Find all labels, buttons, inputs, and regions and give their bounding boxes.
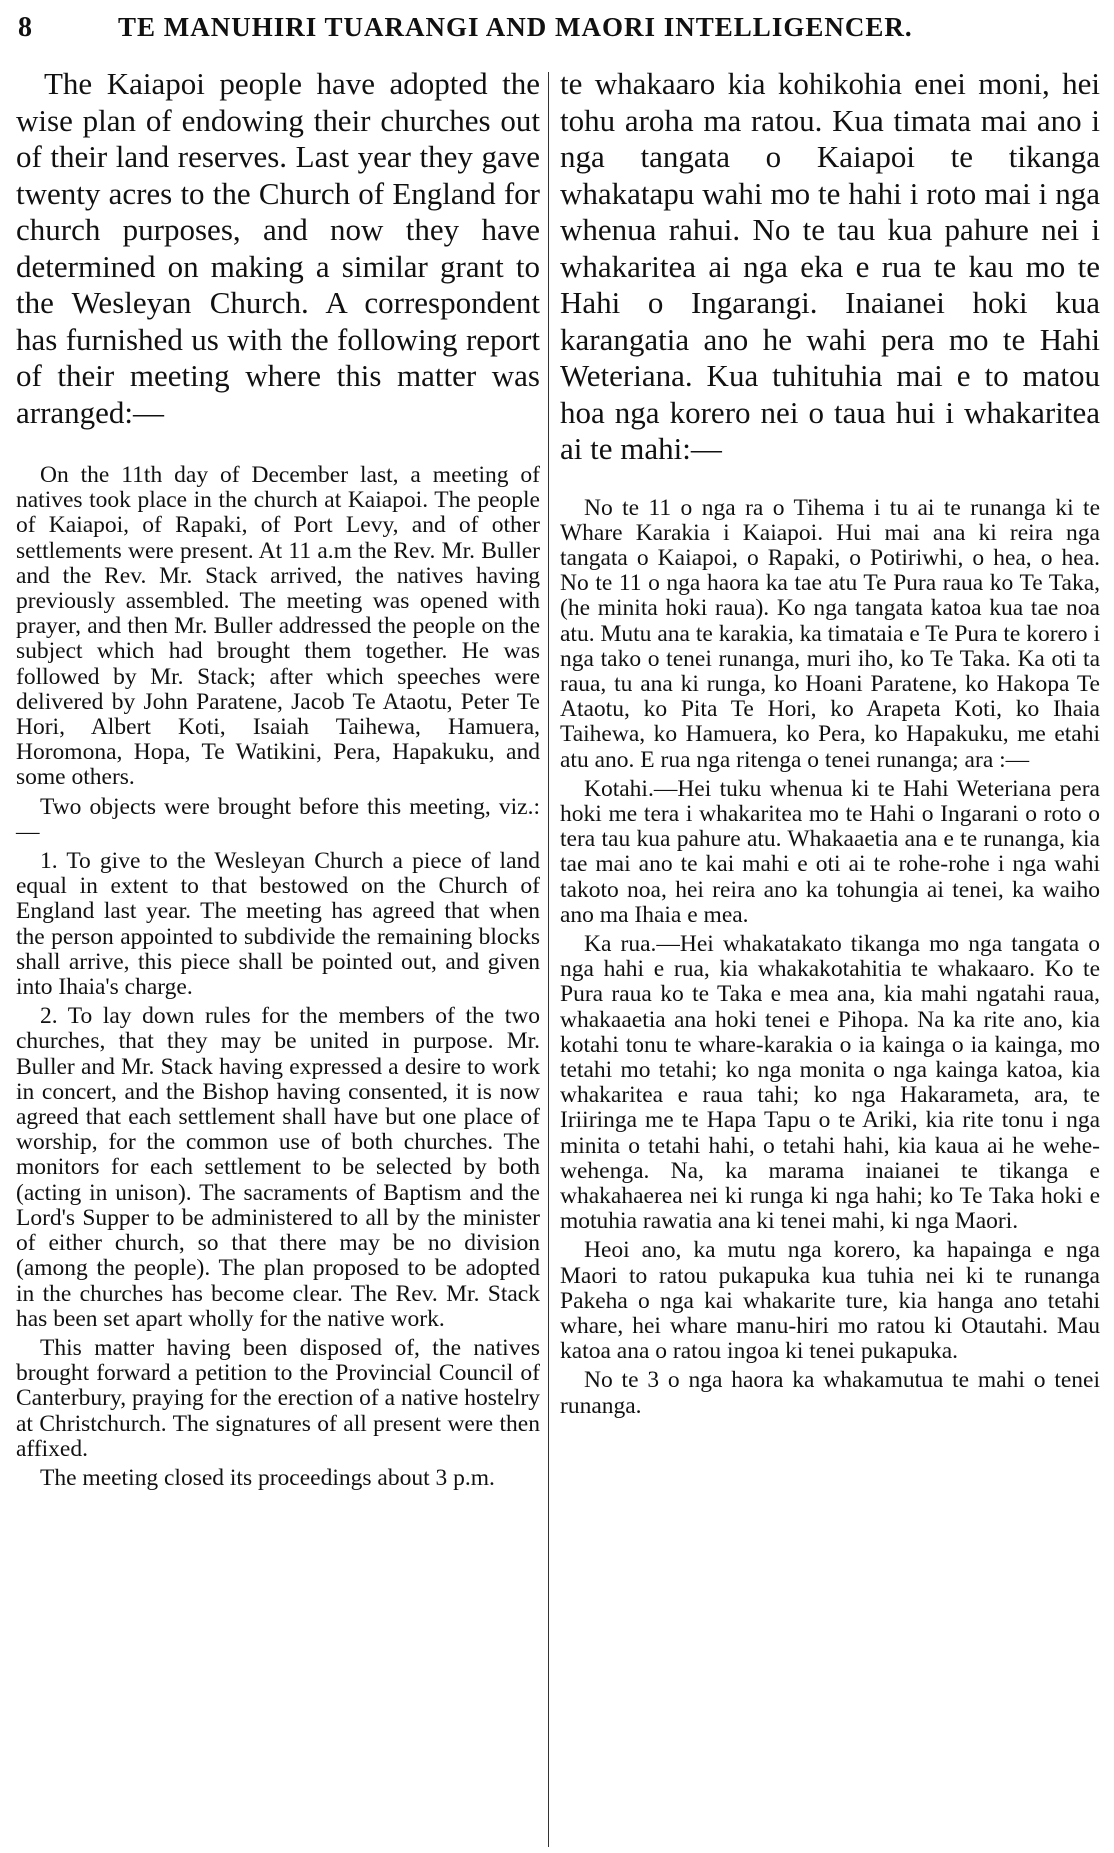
english-intro-paragraph: The Kaiapoi people have adopted the wise plan of endowing their churches out of their land reserves. Last year they gave twenty acres to the Church of England for church purposes, and now they have determined on making a similar grant to the Wesleyan Church. A correspondent has furnished us with the following report of their meeting where this matter was arranged:— xyxy=(16,66,540,430)
maori-paragraph-second-object: Ka rua.—Hei whakatakato tikanga mo nga tangata o nga hahi e rua, kia whakakotahitia te whakaaro. Ko te Pura raua ko te Taka e mea ana, kia mahi ngatahi raua, whakaaetia ana hoki tenei e Pihopa. Na ka rite ano, kia kotahi tonu te whare-karakia o ia kainga o ia kainga, mo tetahi mo tetahi; ko nga monita o nga kainga katoa, kia whakaritea e raua tahi; ko nga Hakarameta, ara, te Iriiringa me te Hapa Tapu o te Ariki, kia rite tonu i nga minita o tetahi hahi, o tetahi hahi, kia kaua ai he wehe-wehenga. Na, ka marama inaianei te tikanga e whakahaerea nei ki runga ki nga hahi; ko Te Taka hoki e motuhia rawatia ana ki tenei mahi, ki nga Maori. xyxy=(560,930,1100,1235)
page-header xyxy=(0,10,1114,50)
maori-paragraph-meeting: No te 11 o nga ra o Tihema i tu ai te runanga ki te Whare Karakia i Kaiapoi. Hui mai ana ki reira nga tangata o Kaiapoi, o Rapaki, o Potiriwhi, o hea, o hea. No te 11 o nga haora ka tae atu Te Pura raua ko Te Taka, (he minita hoki raua). Ko nga tangata katoa kua tae noa atu. Mutu ana te karakia, ka timataia e Te Pura te korero i nga tako o tenei runanga, muri iho, ko Te Taka. Ka oti ta raua, tu ana ki runga, ko Hoani Paratene, ko Hakopa Te Ataotu, ko Pita Te Hori, ko Arapeta Koti, ko Ihaia Taihewa, ko Hamuera, ko Pera, ko Hapakuku, me etahi atu ano. E rua nga ritenga o tenei runanga; ara :— xyxy=(560,494,1100,773)
english-intro xyxy=(16,66,540,431)
english-paragraph-second-object: 2. To lay down rules for the members of the two churches, that they may be united in purpose. Mr. Buller and Mr. Stack having expressed a desire to work in concert, and the Bishop having consented, it is now agreed that each settlement shall have but one place of worship, for the common use of both churches. The monitors for each settlement to be selected by both (acting in unison). The sacraments of Baptism and the Lord's Supper to be administered to all by the minister of either church, so that there may be no division (among the people). The plan proposed to be adopted in the churches has become clear. The Rev. Mr. Stack has been set apart wholly for the native work. xyxy=(16,1003,540,1332)
english-paragraph-first-object: 1. To give to the Wesleyan Church a piece of land equal in extent to that bestowed on the Church of England last year. The meeting has agreed that when the person appointed to subdivide the remaining blocks shall arrive, this piece shall be pointed out, and given into Ihaia's charge. xyxy=(16,848,540,1001)
page-number: 8 xyxy=(18,12,32,43)
masthead-title: TE MANUHIRI TUARANGI AND MAORI INTELLIGENCER. xyxy=(118,12,913,42)
column-divider xyxy=(548,72,549,1847)
english-paragraph-closing: The meeting closed its proceedings about 3 p.m. xyxy=(40,1464,495,1491)
english-paragraph-objects: Two objects were brought before this meeting, viz.:— xyxy=(16,793,540,845)
english-column xyxy=(16,66,540,1491)
maori-intro-paragraph: te whakaaro kia kohikohia enei moni, hei tohu aroha ma ratou. Kua timata mai ano i nga tangata o Kaiapoi te tikanga whakatapu wahi mo te hahi i roto mai i nga whenua rahui. No te tau kua pahure nei i whakaritea ai nga eka e rua te kau mo te Hahi o Ingarangi. Inaianei hoki kua karangatia ano he wahi pera mo te Hahi Weteriana. Kua tuhituhia mai e to matou hoa nga korero nei o taua hui i whakaritea ai te mahi:— xyxy=(560,66,1100,466)
maori-intro xyxy=(560,66,1100,468)
maori-report xyxy=(560,496,1100,1419)
maori-paragraph-first-object: Kotahi.—Hei tuku whenua ki te Hahi Weteriana pera hoki me tera i whakaritea mo te Hahi o Ingarani o roto o tera tau kua pahure atu. Whakaaetia ana e te runanga, kia tae mai ano te kai mahi e oti ai te rohe-rohe i nga wahi takoto noa, hei reira ano ka tohungia ai tenei, ka waiho ano ma Ihaia e mea. xyxy=(560,775,1100,928)
english-paragraph-petition: This matter having been disposed of, the natives brought forward a petition to the Provincial Council of Canterbury, praying for the erection of a native hostelry at Christchurch. The signatures of all present were then affixed. xyxy=(16,1334,540,1462)
maori-paragraph-closing: No te 3 o nga haora ka whakamutua te mahi o tenei runanga. xyxy=(560,1367,1100,1419)
english-report xyxy=(16,463,540,1491)
maori-column xyxy=(560,66,1100,1419)
maori-paragraph-petition: Heoi ano, ka mutu nga korero, ka hapainga e nga Maori to ratou pukapuka kua tuhia nei ki te runanga Pakeha o nga kai whakarite ture, kia hanga ano tetahi whare, hei whare manu-hiri mo ratou ki Otautahi. Mau katoa ana o ratou ingoa ki tenei pukapuka. xyxy=(560,1237,1100,1365)
english-paragraph-meeting: On the 11th day of December last, a meeting of natives took place in the church at Kaiapoi. The people of Kaiapoi, of Rapaki, of Port Levy, and of other settlements were present. At 11 a.m the Rev. Mr. Buller and the Rev. Mr. Stack arrived, the natives having previously assembled. The meeting was opened with prayer, and then Mr. Buller addressed the people on the subject which had brought them together. He was followed by Mr. Stack; after which speeches were delivered by John Paratene, Jacob Te Ataotu, Peter Te Hori, Albert Koti, Isaiah Taihewa, Hamuera, Horomona, Hopa, Te Watikini, Pera, Hapakuku, and some others. xyxy=(16,462,540,791)
